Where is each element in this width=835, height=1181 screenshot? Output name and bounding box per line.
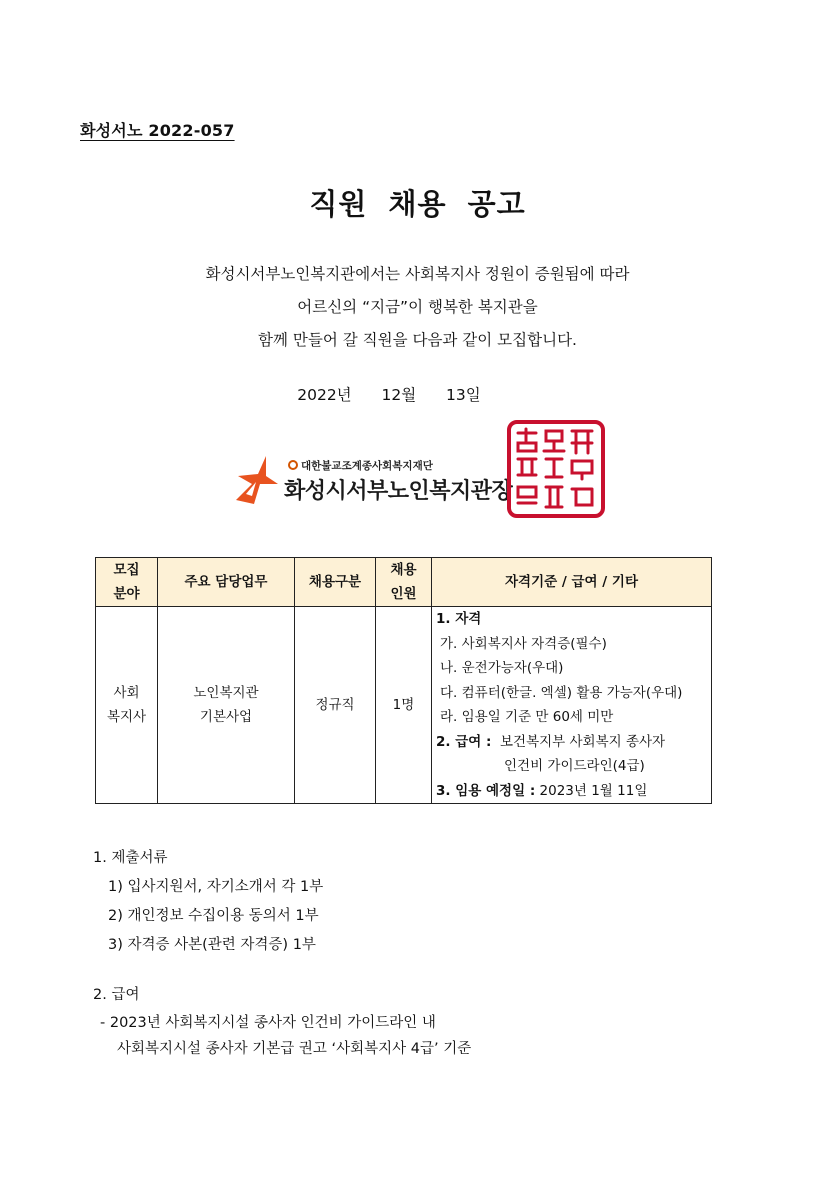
document-number: 화성서노 2022-057 xyxy=(80,121,235,140)
table-row xyxy=(96,607,712,804)
recruitment-table xyxy=(95,557,712,804)
intro-paragraph xyxy=(0,258,835,357)
official-seal xyxy=(506,419,606,519)
section-title: 1. 제출서류 xyxy=(93,850,168,866)
header-field: 모집 분야 xyxy=(96,558,158,607)
orange-star-logo-icon xyxy=(232,454,280,506)
salary-section xyxy=(93,982,471,1062)
qualification-item: 다. 컴퓨터(한글. 엑셀) 활용 가능자(우대) xyxy=(440,684,683,701)
cell-type: 정규직 xyxy=(295,607,376,804)
list-item: 2) 개인정보 수집이용 동의서 1부 xyxy=(108,908,319,924)
qualification-item: 가. 사회복지사 자격증(필수) xyxy=(440,635,607,652)
start-date-line: 3. 임용 예정일 : 2023년 1월 11일 xyxy=(436,782,648,799)
organization-logo xyxy=(232,448,513,508)
cell-requirements xyxy=(432,607,712,804)
header-type: 채용구분 xyxy=(295,558,376,607)
header-count: 채용 인원 xyxy=(376,558,432,607)
salary-detail-line: 사회복지시설 종사자 기본급 권고 ‘사회복지사 4급’ 기준 xyxy=(117,1041,472,1057)
header-requirements: 자격기준 / 급여 / 기타 xyxy=(432,558,712,607)
cell-field: 사회 복지사 xyxy=(96,607,158,804)
foundation-name: 대한불교조계종사회복지재단 xyxy=(288,458,433,473)
list-item: 1) 입사지원서, 자기소개서 각 1부 xyxy=(108,879,324,895)
intro-line: 어르신의 “지금”이 행복한 복지관을 xyxy=(297,298,538,316)
table-header-row xyxy=(96,558,712,607)
required-documents-section xyxy=(93,844,323,960)
cell-duty: 노인복지관 기본사업 xyxy=(158,607,295,804)
qualification-item: 라. 임용일 기준 만 60세 미만 xyxy=(440,709,614,725)
qualification-item: 나. 운전가능자(우대) xyxy=(440,660,564,676)
page-title: 직원 채용 공고 xyxy=(309,187,526,221)
organization-title: 화성시서부노인복지관장 xyxy=(284,479,513,504)
qualification-title: 1. 자격 xyxy=(436,611,482,627)
salary-detail-line: - 2023년 사회복지시설 종사자 인건비 가이드라인 내 xyxy=(100,1015,436,1031)
header-duty: 주요 담당업무 xyxy=(158,558,295,607)
notice-date: 2022년 12월 13일 xyxy=(297,386,481,404)
foundation-emblem-icon xyxy=(288,460,298,470)
cell-count: 1명 xyxy=(376,607,432,804)
list-item: 3) 자격증 사본(관련 자격증) 1부 xyxy=(108,937,316,953)
intro-line: 함께 만들어 갈 직원을 다음과 같이 모집합니다. xyxy=(258,331,577,349)
section-title: 2. 급여 xyxy=(93,987,140,1003)
salary-line-2: 인건비 가이드라인(4급) xyxy=(504,758,645,774)
intro-line: 화성시서부노인복지관에서는 사회복지사 정원이 증원됨에 따라 xyxy=(205,265,630,283)
salary-line: 2. 급여 : 보건복지부 사회복지 종사자 xyxy=(436,733,666,750)
